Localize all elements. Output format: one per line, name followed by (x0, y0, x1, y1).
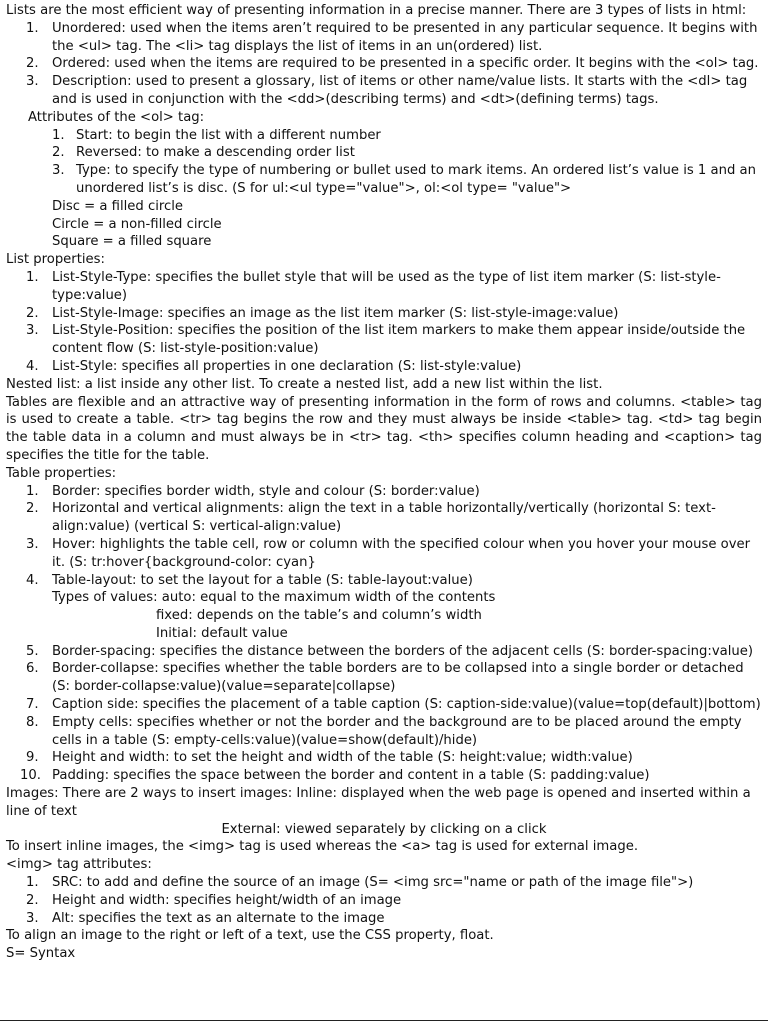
item-text: Height and width: to set the height and width of the table (S: height:value; width:value) (52, 750, 633, 766)
bullet-def: Square = a filled square (52, 234, 212, 250)
list-item (6, 483, 762, 501)
bullet-def: Disc = a filled circle (52, 198, 184, 214)
item-text: Unordered: used when the items aren’t required to be presented in any particular sequence. It begins with the <ul> tag. The <li> tag displays the list of items in an un(ordered) list. (52, 20, 758, 54)
item-number: 5. (26, 643, 39, 659)
images-paragraph: Images: There are 2 ways to insert images: Inline: displayed when the web page is opened and inserted within a line of text (6, 786, 751, 819)
list-item (6, 127, 762, 145)
item-text: Caption side: specifies the placement of a table caption (S: caption-side:value)(value=top(default)|bottom) (52, 697, 761, 713)
layout-values-line: fixed: depends on the table’s and column’s width (156, 608, 482, 624)
item-number: 2. (26, 501, 39, 517)
layout-values-line: Types of values: auto: equal to the maximum width of the contents (52, 590, 496, 606)
list-item (6, 643, 762, 661)
page-divider (0, 1020, 768, 1021)
ol-attributes (6, 127, 762, 198)
list-item (6, 269, 762, 305)
list-item (6, 910, 762, 928)
item-text: Reversed: to make a descending order list (76, 145, 355, 161)
item-number: 1. (26, 483, 39, 499)
list-item (6, 73, 762, 109)
item-text: List-Style-Type: specifies the bullet style that will be used as the type of list item marker (S: list-style-type:value) (52, 269, 721, 303)
align-note: To align an image to the right or left of a text, use the CSS property, float. (6, 928, 494, 944)
item-text: Alt: specifies the text as an alternate to the image (52, 910, 385, 926)
item-text: Hover: highlights the table cell, row or column with the specified colour when you hover your mouse over it. (S: tr:hover{background-color: cyan} (52, 536, 751, 570)
list-properties-heading: List properties: (6, 252, 105, 268)
item-text: Horizontal and vertical alignments: align the text in a table horizontally/vertically (horizontal S: text-align:value) (vertical S: vertical-align:value) (52, 501, 716, 535)
item-number: 3. (26, 323, 39, 339)
item-number: 3. (52, 163, 65, 179)
item-number: 1. (26, 20, 39, 36)
item-text: Empty cells: specifies whether or not the border and the background are to be placed around the empty cells in a table (S: empty-cells:value)(value=show(default)/hide) (52, 714, 742, 748)
list-item (6, 305, 762, 323)
tables-paragraph: Tables are flexible and an attractive way of presenting information in the form of rows and columns. <table> tag is used to create a table. <tr> tag begins the row and they must always be inside <table> tag. <td> tag begin the table data in a column and must always be in <tr> tag. <th> specifies column heading and <caption> tag specifies the title for the table. (6, 394, 762, 463)
item-number: 1. (26, 269, 39, 285)
img-attributes-heading: <img> tag attributes: (6, 857, 152, 873)
item-number: 6. (26, 661, 39, 677)
item-number: 10. (20, 768, 41, 784)
item-number: 2. (26, 892, 39, 908)
item-text: Table-layout: to set the layout for a table (S: table-layout:value) (52, 572, 473, 588)
item-number: 1. (26, 875, 39, 891)
list-item (6, 144, 762, 162)
item-number: 4. (26, 572, 39, 588)
item-number: 3. (26, 74, 39, 90)
nested-list-note: Nested list: a list inside any other list. To create a nested list, add a new list within the list. (6, 376, 603, 392)
list-item (6, 55, 762, 73)
item-number: 8. (26, 714, 39, 730)
list-item (6, 767, 762, 785)
inline-images-note: To insert inline images, the <img> tag is used whereas the <a> tag is used for external image. (6, 839, 639, 855)
list-item (6, 874, 762, 892)
list-item (6, 696, 762, 714)
list-item (6, 322, 762, 358)
item-text: Border: specifies border width, style and colour (S: border:value) (52, 483, 480, 499)
item-text: Border-collapse: specifies whether the table borders are to be collapsed into a single border or detached (S: border-collapse:value)(value=separate|collapse) (52, 661, 744, 695)
item-number: 1. (52, 127, 65, 143)
item-number: 3. (26, 910, 39, 926)
item-number: 2. (52, 145, 65, 161)
bullet-def: Circle = a non-filled circle (52, 216, 222, 232)
list-item (6, 20, 762, 56)
item-text: SRC: to add and define the source of an image (S= <img src="name or path of the image file">) (52, 875, 694, 891)
item-text: Start: to begin the list with a different number (76, 127, 381, 143)
item-text: Description: used to present a glossary, list of items or other name/value lists. It starts with the <dl> tag and is used in conjunction with the <dd>(describing terms) and <dt>(defining terms) tags. (52, 74, 748, 107)
list-properties (6, 269, 762, 376)
img-attributes (6, 874, 762, 927)
document-body (6, 2, 762, 963)
list-item (6, 162, 762, 198)
item-text: List-Style-Position: specifies the position of the list item markers to make them appear inside/outside the content flow (S: list-style-position:value) (52, 323, 746, 357)
list-item (6, 892, 762, 910)
item-text: Height and width: specifies height/width of an image (52, 892, 402, 908)
syntax-note: S= Syntax (6, 946, 76, 962)
item-text: Padding: specifies the space between the border and content in a table (S: padding:value) (52, 768, 650, 784)
list-item (6, 572, 762, 590)
item-number: 2. (26, 56, 39, 72)
ol-attributes-heading: Attributes of the <ol> tag: (28, 109, 205, 125)
item-number: 2. (26, 305, 39, 321)
lists-intro: Lists are the most efficient way of presenting information in a precise manner. There are 3 types of lists in html: (6, 3, 747, 18)
item-number: 9. (26, 750, 39, 766)
list-types (6, 20, 762, 109)
list-item (6, 500, 762, 536)
item-number: 7. (26, 697, 39, 713)
list-item (6, 358, 762, 376)
external-images-line: External: viewed separately by clicking on a click (221, 821, 547, 837)
layout-values-line: Initial: default value (156, 625, 288, 641)
list-item (6, 714, 762, 750)
list-item (6, 536, 762, 572)
table-properties (6, 483, 762, 786)
item-number: 4. (26, 358, 39, 374)
item-text: Border-spacing: specifies the distance between the borders of the adjacent cells (S: border-spacing:value) (52, 643, 753, 659)
table-properties-heading: Table properties: (6, 465, 117, 481)
list-item (6, 749, 762, 767)
item-text: Ordered: used when the items are required to be presented in a specific order. It begins with the <ol> tag. (52, 56, 759, 72)
list-item (6, 660, 762, 696)
item-text: List-Style: specifies all properties in one declaration (S: list-style:value) (52, 358, 522, 374)
item-text: Type: to specify the type of numbering or bullet used to mark items. An ordered list’s value is 1 and an unordered list’s is disc. (S for ul:<ul type="value">, ol:<ol type= "value"> (76, 163, 756, 196)
item-number: 3. (26, 536, 39, 552)
bullet-definitions (6, 198, 762, 251)
item-text: List-Style-Image: specifies an image as the list item marker (S: list-style-image:value) (52, 305, 619, 321)
